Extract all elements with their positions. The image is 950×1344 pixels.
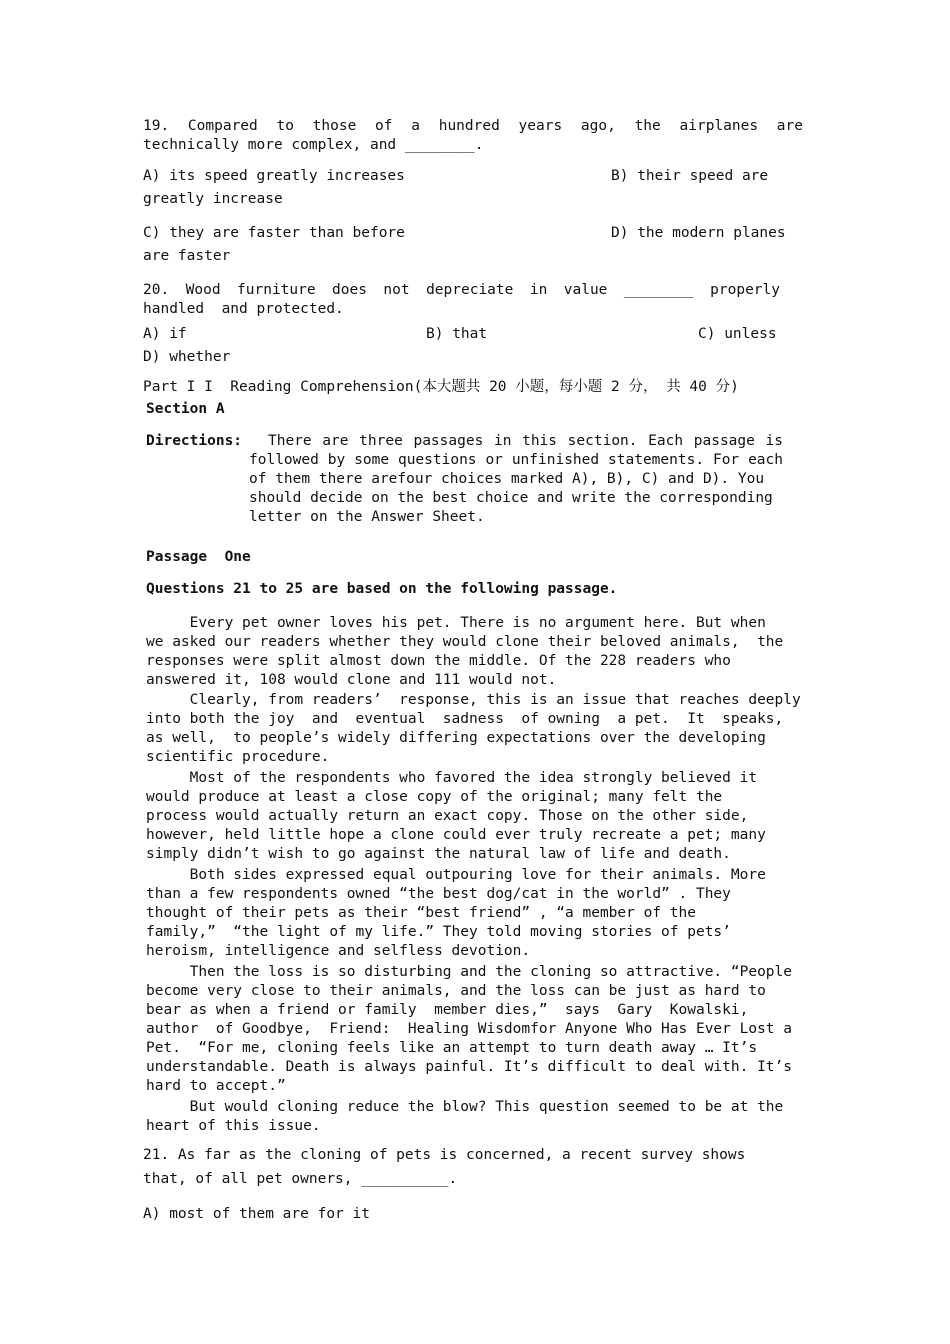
q19-line1: 19. Compared to those of a hundred years ago, the airplanes are [143,118,803,134]
q19-option-a: A) its speed greatly increases [143,168,405,184]
q19-option-c: C) they are faster than before [143,225,405,241]
passage-line: scientific procedure. [146,749,330,765]
passage-line: Pet. “For me, cloning feels like an attempt to turn death away … It’s [146,1040,758,1056]
passage-line: understandable. Death is always painful. It’s difficult to deal with. It’s [146,1059,793,1075]
q21-line2: that, of all pet owners, __________. [143,1171,458,1187]
passage-line: Both sides expressed equal outpouring love for their animals. More [146,867,766,883]
passage-line: Clearly, from readers’ response, this is an issue that reaches deeply [146,692,801,708]
passage-line: become very close to their animals, and the loss can be just as hard to [146,983,766,999]
passage-line: family,” “the light of my life.” They told moving stories of pets’ [146,924,731,940]
passage-line: process would actually return an exact copy. Those on the other side, [146,808,749,824]
directions-line-3: of them there arefour choices marked A), B), C) and D). You [249,471,765,487]
passage-line: than a few respondents owned “the best dog/cat in the world” . They [146,886,731,902]
passage-line: heroism, intelligence and selfless devotion. [146,943,531,959]
passage-line: But would cloning reduce the blow? This question seemed to be at the [146,1099,784,1115]
passage-line: thought of their pets as their “best friend” , “a member of the [146,905,696,921]
passage-line: as well, to people’s widely differing expectations over the developing [146,730,766,746]
passage-line: bear as when a friend or family member dies,” says Gary Kowalski, [146,1002,749,1018]
passage-line: heart of this issue. [146,1118,321,1134]
q19-option-b-cont: greatly increase [143,191,283,207]
passage-line: we asked our readers whether they would clone their beloved animals, the [146,634,784,650]
q20-option-c: C) unless [698,326,777,342]
q21-line1: 21. As far as the cloning of pets is concerned, a recent survey shows [143,1147,746,1163]
passage-line: responses were split almost down the middle. Of the 228 readers who [146,653,731,669]
passage-line: hard to accept.” [146,1078,286,1094]
q19-option-b: B) their speed are [611,168,769,184]
passage-intro: Questions 21 to 25 are based on the following passage. [146,581,618,597]
directions-label: Directions: [146,433,243,449]
q19-line2: technically more complex, and ________. [143,137,484,153]
passage-title: Passage One [146,549,251,565]
passage-line: Then the loss is so disturbing and the cloning so attractive. “People [146,964,793,980]
q20-option-a: A) if [143,326,187,342]
passage-line: author of Goodbye, Friend: Healing Wisdomfor Anyone Who Has Ever Lost a [146,1021,793,1037]
section-a-heading: Section A [146,401,225,417]
q20-line2: handled and protected. [143,301,344,317]
part2-heading: Part I I Reading Comprehension(本大题共 20 小题，每小题 2 分， 共 40 分) [143,379,739,395]
passage-line: would produce at least a close copy of the original; many felt the [146,789,723,805]
directions-line-5: letter on the Answer Sheet. [249,509,485,525]
q19-option-d-cont: are faster [143,248,231,264]
passage-line: however, held little hope a clone could ever truly recreate a pet; many [146,827,766,843]
directions-line-2: followed by some questions or unfinished statements. For each [249,452,783,468]
q20-option-d: D) whether [143,349,231,365]
passage-line: simply didn’t wish to go against the natural law of life and death. [146,846,731,862]
passage-line: answered it, 108 would clone and 111 would not. [146,672,557,688]
q20-line1: 20. Wood furniture does not depreciate in value ________ properly [143,282,780,298]
directions-line-1: There are three passages in this section. Each passage is [268,433,783,449]
passage-line: Most of the respondents who favored the idea strongly believed it [146,770,758,786]
directions-line-4: should decide on the best choice and write the corresponding [249,490,773,506]
q21-option-a: A) most of them are for it [143,1206,370,1222]
passage-line: into both the joy and eventual sadness of owning a pet. It speaks, [146,711,784,727]
q20-option-b: B) that [426,326,488,342]
q19-option-d: D) the modern planes [611,225,786,241]
passage-line: Every pet owner loves his pet. There is no argument here. But when [146,615,766,631]
